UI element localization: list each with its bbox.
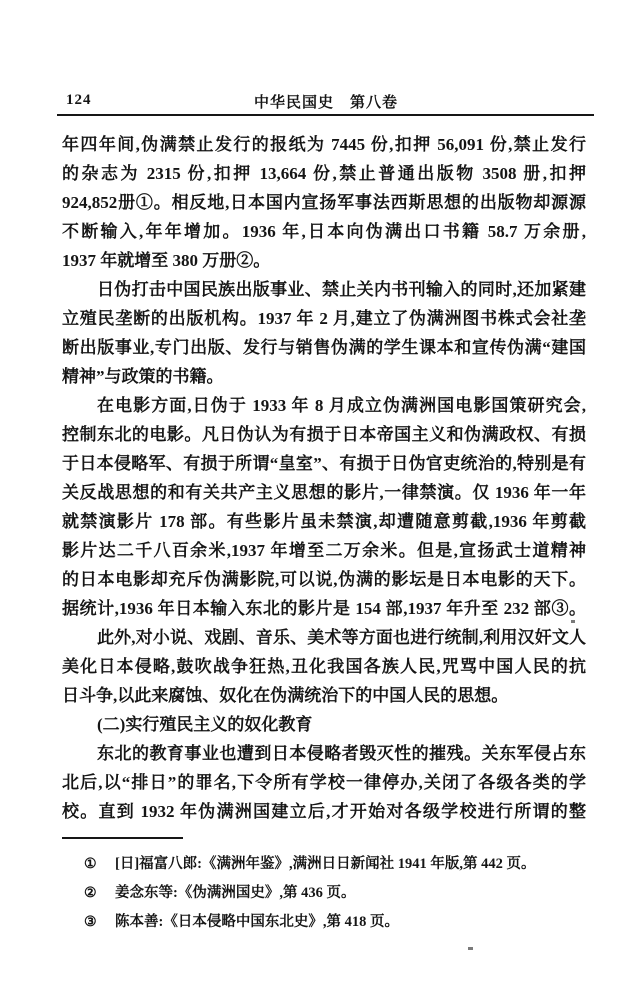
text-line: 关反战思想的和有关共产主义思想的影片,一律禁演。仅 1936 年一年: [62, 483, 586, 502]
text-line: 校。直到 1932 年伪满洲国建立后,才开始对各级学校进行所谓的整: [62, 802, 586, 821]
text-line: 立殖民垄断的出版机构。1937 年 2 月,建立了伪满洲图书株式会社垄: [62, 309, 586, 328]
footnote-item: [62, 908, 602, 937]
footnote-text: 姜念东等:《伪满洲国史》,第 436 页。: [115, 885, 356, 901]
text-line: (二)实行殖民主义的奴化教育: [97, 715, 313, 734]
text-line: 不断输入,年年增加。1936 年,日本向伪满出口书籍 58.7 万余册,: [62, 222, 586, 241]
text-line: 在电影方面,日伪于 1933 年 8 月成立伪满洲国电影国策研究会,: [97, 396, 586, 415]
scan-artifact: [468, 947, 473, 950]
text-line: 就禁演影片 178 部。有些影片虽未禁演,却遭随意剪截,1936 年剪截: [62, 512, 586, 531]
text-line: 控制东北的电影。凡日伪认为有损于日本帝国主义和伪满政权、有损: [62, 425, 586, 444]
text-line: 精神”与政策的书籍。: [62, 367, 224, 386]
text-line: 北后,以“排日”的罪名,下令所有学校一律停办,关闭了各级各类的学: [62, 773, 586, 792]
text-line: 的杂志为 2315 份,扣押 13,664 份,禁止普通出版物 3508 册,扣押: [62, 164, 586, 183]
body-text: [62, 130, 586, 826]
text-line: 影片达二千八百余米,1937 年增至二万余米。但是,宣扬武士道精神: [62, 541, 586, 560]
text-line: 此外,对小说、戏剧、音乐、美术等方面也进行统制,利用汉奸文人: [97, 628, 586, 647]
footnotes: [62, 850, 602, 937]
footnote-item: [62, 850, 602, 879]
text-line: 于日本侵略军、有损于所谓“皇室”、有损于日伪官吏统治的,特别是有: [62, 454, 586, 473]
footnote-marker: ①: [84, 857, 97, 872]
footnote-item: [62, 879, 602, 908]
text-line: 东北的教育事业也遭到日本侵略者毁灭性的摧残。关东军侵占东: [97, 744, 586, 763]
text-line: 年四年间,伪满禁止发行的报纸为 7445 份,扣押 56,091 份,禁止发行: [62, 135, 586, 154]
running-header-title: 中华民国史 第八卷: [253, 95, 398, 111]
text-line: 断出版事业,专门出版、发行与销售伪满的学生课本和宣传伪满“建国: [62, 338, 586, 357]
text-line: 日伪打击中国民族出版事业、禁止关内书刊输入的同时,还加紧建: [97, 280, 586, 299]
footnote-text: [日]福富八郎:《满洲年鉴》,满洲日日新闻社 1941 年版,第 442 页。: [115, 856, 536, 872]
text-line: 924,852册①。相反地,日本国内宣扬军事法西斯思想的出版物却源源: [62, 193, 586, 212]
text-line: 美化日本侵略,鼓吹战争狂热,丑化我国各族人民,咒骂中国人民的抗: [62, 657, 586, 676]
footnote-separator: [62, 837, 183, 839]
text-line: 据统计,1936 年日本输入东北的影片是 154 部,1937 年升至 232 部③。: [62, 599, 586, 618]
header-rule: [57, 114, 594, 116]
page-number: 124: [66, 92, 92, 108]
footnote-marker: ③: [84, 915, 97, 930]
text-line: 日斗争,以此来腐蚀、奴化在伪满统治下的中国人民的思想。: [62, 686, 509, 705]
text-line: 1937 年就增至 380 万册②。: [62, 251, 271, 270]
text-line: 的日本电影却充斥伪满影院,可以说,伪满的影坛是日本电影的天下。: [62, 570, 586, 589]
scan-artifact: [571, 620, 575, 623]
footnote-marker: ②: [84, 886, 97, 901]
footnote-text: 陈本善:《日本侵略中国东北史》,第 418 页。: [115, 914, 399, 930]
